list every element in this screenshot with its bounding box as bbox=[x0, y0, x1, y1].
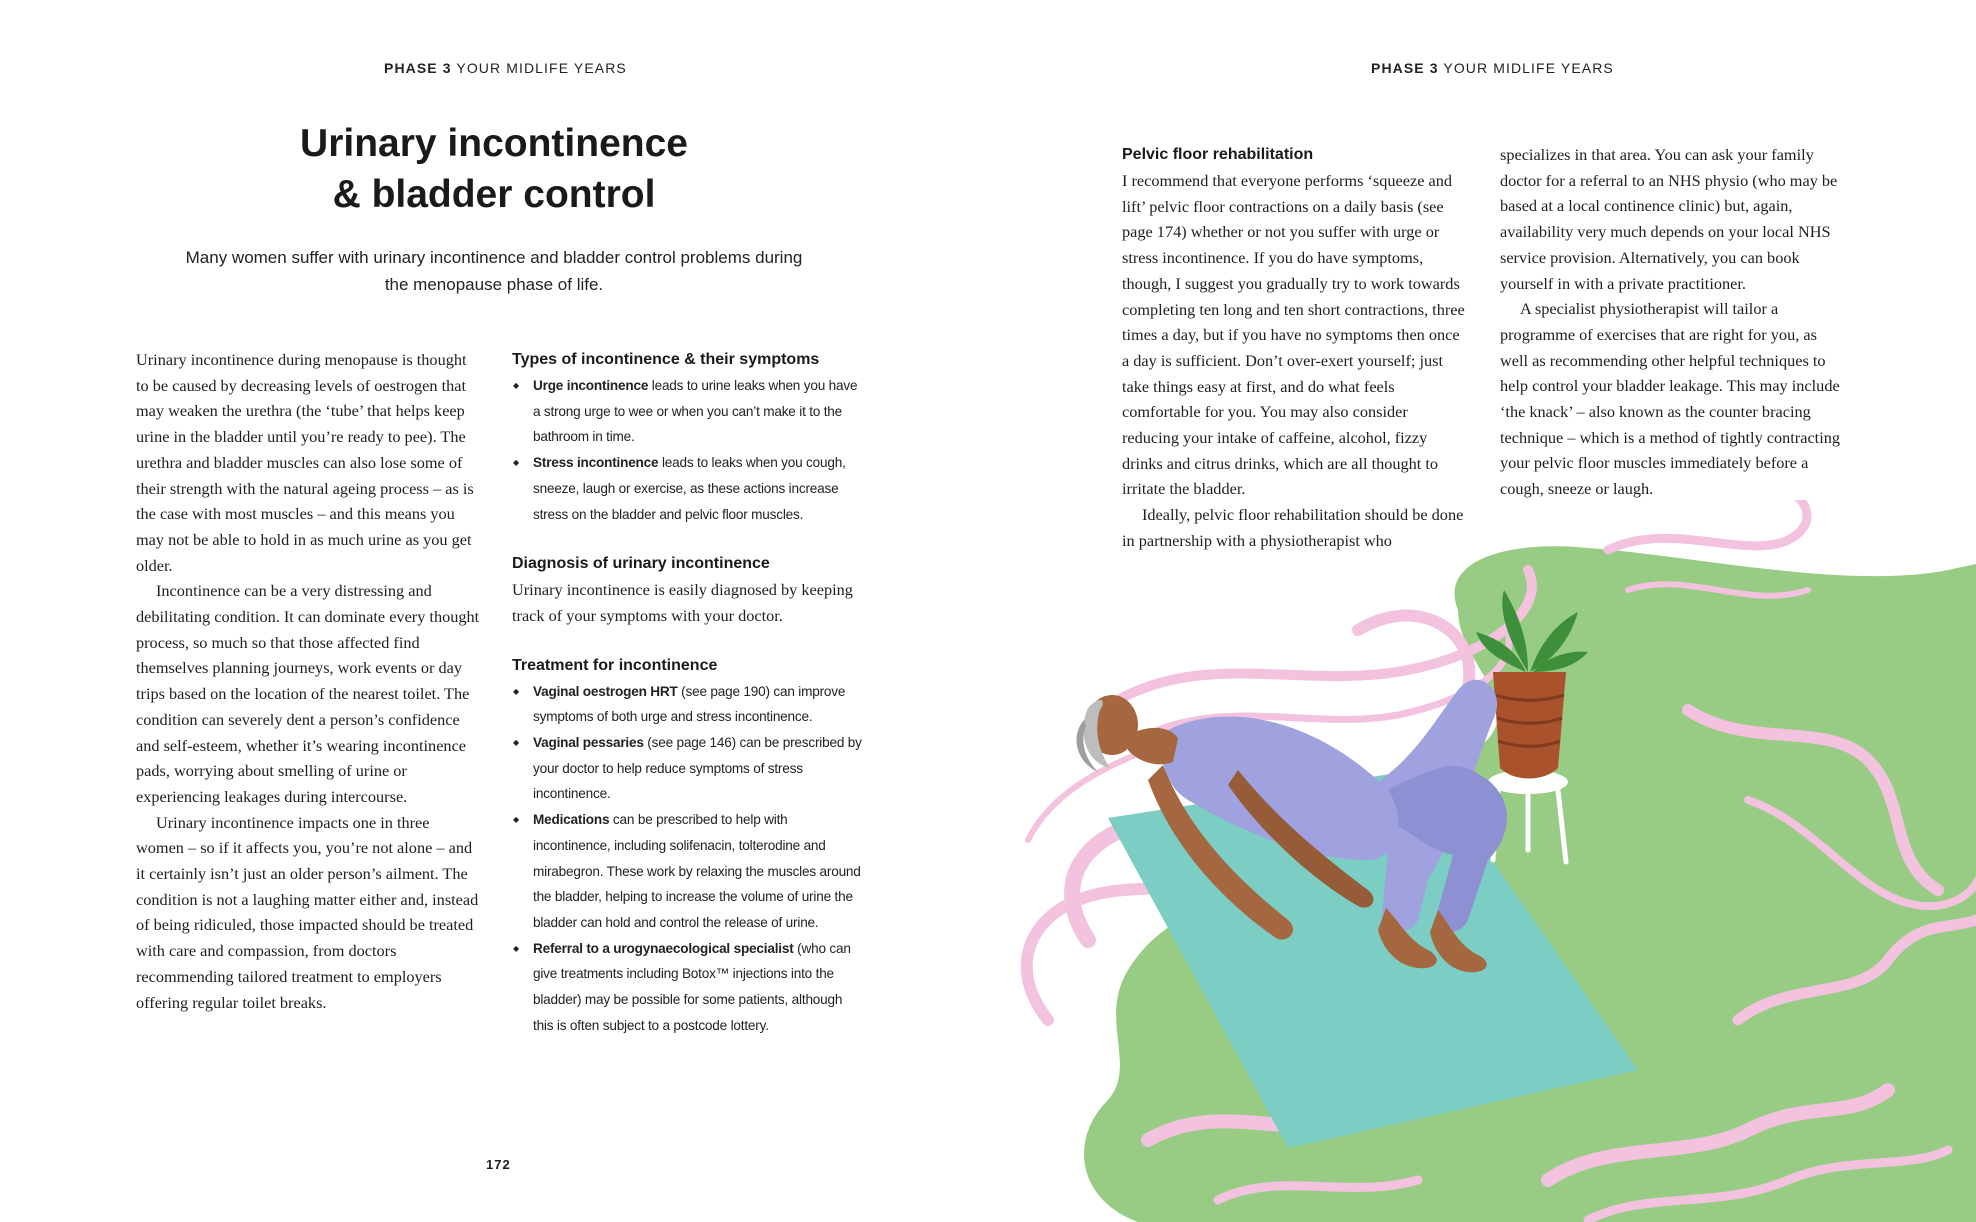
right-page bbox=[988, 0, 1976, 1222]
plant-pot bbox=[1493, 672, 1566, 779]
list-item-term: Urge incontinence bbox=[533, 378, 649, 393]
list-item bbox=[512, 730, 862, 807]
treatment-heading: Treatment for incontinence bbox=[512, 656, 718, 674]
list-item-term: Referral to a urogynaecological specialist bbox=[533, 940, 794, 956]
pelvic-floor-illustration bbox=[988, 500, 1976, 1222]
list-item-term: Vaginal pessaries bbox=[533, 735, 644, 751]
list-item-text: (see page 146) can be prescribed by your doctor to help reduce symptoms of stress incontinence. bbox=[533, 735, 862, 802]
list-item bbox=[512, 373, 862, 450]
treatment-list bbox=[512, 679, 862, 1039]
diagnosis-heading: Diagnosis of urinary incontinence bbox=[512, 555, 770, 573]
running-head bbox=[1371, 60, 1614, 76]
list-item-term: Medications bbox=[533, 812, 610, 828]
list-item bbox=[512, 450, 862, 527]
body-column-right bbox=[512, 347, 862, 1038]
title-line-2: & bladder control bbox=[332, 173, 656, 216]
body-column-right bbox=[1500, 142, 1845, 502]
body-paragraph: Incontinence can be a very distressing and debilitating condition. It can dominate every thought process, so much so that those affected find themselves planning journeys, work events or day trips based on the location of the nearest toilet. The condition can severely dent a person’s confidence and self-esteem, whether it’s wearing incontinence pads, worrying about smelling of urine or experiencing leakages during intercourse. bbox=[136, 581, 480, 806]
list-item bbox=[512, 807, 862, 936]
title-line-1: Urinary incontinence bbox=[300, 122, 688, 165]
body-paragraph: Urinary incontinence during menopause is thought to be caused by decreasing levels of oestrogen that may weaken the urethra (the ‘tube’ that helps keep urine in the bladder until you’re ready to pee). The urethra and bladder muscles can also lose some of their strength with the natural ageing process – as is the case with most muscles – and this means you may not be able to hold in as much urine as you get older. bbox=[136, 350, 474, 575]
diagnosis-text: Urinary incontinence is easily diagnosed by keeping track of your symptoms with your doctor. bbox=[512, 580, 853, 625]
body-column-left bbox=[1122, 142, 1467, 554]
standfirst bbox=[180, 244, 808, 298]
list-item bbox=[512, 679, 862, 730]
body-paragraph: Urinary incontinence impacts one in three women – so if it affects you, you’re not alone – and it certainly isn’t just an older person’s ailment. The condition is not a laughing matter either and, instead of being ridiculed, those impacted should be treated with care and compassion, from doctors recommending tailored treatment to employers offering regular toilet breaks. bbox=[136, 812, 479, 1012]
body-paragraph: I recommend that everyone performs ‘squeeze and lift’ pelvic floor contractions on a daily basis (see page 174) whether or not you suffer with urge or stress incontinence. If you do have symptoms, though, I suggest you gradually try to work towards completing ten long and ten short contractions, three times a day, but if you have no symptoms then once a day is sufficient. Don’t over-exert yourself; just take things easy at first, and do what feels comfortable for you. You may also consider reducing your intake of caffeine, alcohol, fizzy drinks and citrus drinks, which are all thought to irritate the bladder. bbox=[1122, 171, 1465, 499]
running-head-phase: PHASE 3 bbox=[1371, 60, 1439, 76]
running-head bbox=[384, 60, 627, 76]
list-item-term: Stress incontinence bbox=[533, 455, 659, 471]
list-item-text: leads to leaks when you cough, sneeze, laugh or exercise, as these actions increase stress on the bladder and pelvic floor muscles. bbox=[533, 455, 846, 522]
list-item-text: (who can give treatments including Botox™ injections into the bladder) may be possible for some patients, although this is often subject to a postcode lottery. bbox=[533, 940, 851, 1033]
running-head-phase: PHASE 3 bbox=[384, 60, 452, 76]
page-number: 172 bbox=[486, 1157, 511, 1172]
list-item-text: leads to urine leaks when you have a strong urge to wee or when you can’t make it to the bathroom in time. bbox=[533, 378, 858, 445]
types-heading: Types of incontinence & their symptoms bbox=[512, 351, 820, 368]
body-column-left bbox=[136, 347, 481, 1015]
list-item-text: (see page 190) can improve symptoms of both urge and stress incontinence. bbox=[533, 683, 846, 725]
list-item-text: can be prescribed to help with incontinence, including solifenacin, tolterodine and mirabegron. These work by relaxing the muscles around the bladder, helping to increase the volume of urine the bladder can hold and control the release of urine. bbox=[533, 812, 861, 930]
running-head-text: YOUR MIDLIFE YEARS bbox=[456, 60, 627, 76]
body-paragraph: specializes in that area. You can ask your family doctor for a referral to an NHS physio (who may be based at a local continence clinic) but, again, availability very much depends on your local NHS service provision. Alternatively, you can book yourself in with a private practitioner. bbox=[1500, 145, 1838, 293]
body-paragraph: Ideally, pelvic floor rehabilitation should be done in partnership with a physiotherapist who bbox=[1122, 505, 1464, 550]
page-title bbox=[0, 118, 988, 220]
list-item-term: Vaginal oestrogen HRT bbox=[533, 683, 678, 699]
types-list bbox=[512, 373, 862, 527]
standfirst-line-1: Many women suffer with urinary incontinence and bladder control problems during bbox=[185, 248, 803, 267]
list-item bbox=[512, 936, 862, 1039]
standfirst-line-2: the menopause phase of life. bbox=[384, 275, 604, 294]
running-head-text: YOUR MIDLIFE YEARS bbox=[1443, 60, 1614, 76]
body-paragraph: A specialist physiotherapist will tailor a programme of exercises that are right for you, as well as recommending other helpful techniques to help control your bladder leakage. This may include ‘the knack’ – also known as the counter bracing technique – which is a method of tightly contracting your pelvic floor muscles immediately before a cough, sneeze or laugh. bbox=[1500, 299, 1841, 499]
pelvic-heading: Pelvic floor rehabilitation bbox=[1122, 146, 1314, 163]
